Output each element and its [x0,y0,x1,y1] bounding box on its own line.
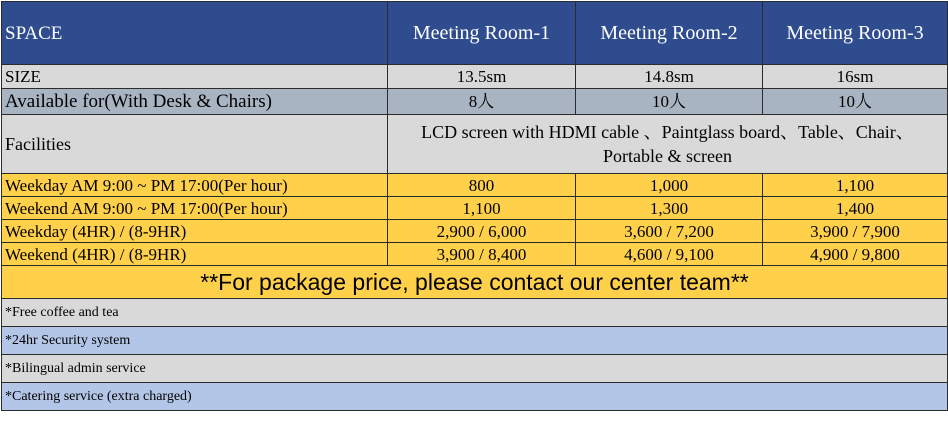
feature-free-coffee: *Free coffee and tea [2,299,948,327]
feature-row [2,383,948,411]
size-room-3: 16sm [763,65,948,89]
facilities-row [2,115,948,174]
weekday-hourly-label: Weekday AM 9:00 ~ PM 17:00(Per hour) [2,174,388,197]
feature-row [2,355,948,383]
weekend-hourly-label: Weekend AM 9:00 ~ PM 17:00(Per hour) [2,197,388,220]
weekday-block-row [2,220,948,243]
header-row [2,2,948,65]
room-3-header-cell: Meeting Room-3 [763,2,948,65]
facilities-value: LCD screen with HDMI cable 、Paintglass board、Table、Chair、Portable & screen [388,115,948,174]
size-room-2: 14.8sm [576,65,763,89]
meeting-room-pricing-table [1,1,948,411]
weekday-block-room-1: 2,900 / 6,000 [388,220,576,243]
feature-catering: *Catering service (extra charged) [2,383,948,411]
weekday-block-label: Weekday (4HR) / (8-9HR) [2,220,388,243]
weekend-block-room-3: 4,900 / 9,800 [763,243,948,266]
weekday-block-room-2: 3,600 / 7,200 [576,220,763,243]
weekday-hourly-room-1: 800 [388,174,576,197]
weekday-hourly-room-2: 1,000 [576,174,763,197]
feature-row [2,327,948,355]
space-header-cell: SPACE [2,2,388,65]
package-note-row [2,266,948,299]
weekend-hourly-row [2,197,948,220]
weekend-block-row [2,243,948,266]
available-room-1: 8人 [388,89,576,115]
facilities-label: Facilities [2,115,388,174]
weekend-hourly-room-3: 1,400 [763,197,948,220]
available-label: Available for(With Desk & Chairs) [2,89,388,115]
available-room-2: 10人 [576,89,763,115]
feature-security: *24hr Security system [2,327,948,355]
package-note: **For package price, please contact our center team** [2,266,948,299]
weekend-hourly-room-1: 1,100 [388,197,576,220]
weekend-block-label: Weekend (4HR) / (8-9HR) [2,243,388,266]
size-room-1: 13.5sm [388,65,576,89]
weekday-hourly-room-3: 1,100 [763,174,948,197]
available-room-3: 10人 [763,89,948,115]
weekend-block-room-1: 3,900 / 8,400 [388,243,576,266]
available-row [2,89,948,115]
weekend-hourly-room-2: 1,300 [576,197,763,220]
room-2-header-cell: Meeting Room-2 [576,2,763,65]
size-row [2,65,948,89]
feature-row [2,299,948,327]
weekday-hourly-row [2,174,948,197]
room-1-header-cell: Meeting Room-1 [388,2,576,65]
size-label: SIZE [2,65,388,89]
weekend-block-room-2: 4,600 / 9,100 [576,243,763,266]
feature-bilingual-admin: *Bilingual admin service [2,355,948,383]
weekday-block-room-3: 3,900 / 7,900 [763,220,948,243]
